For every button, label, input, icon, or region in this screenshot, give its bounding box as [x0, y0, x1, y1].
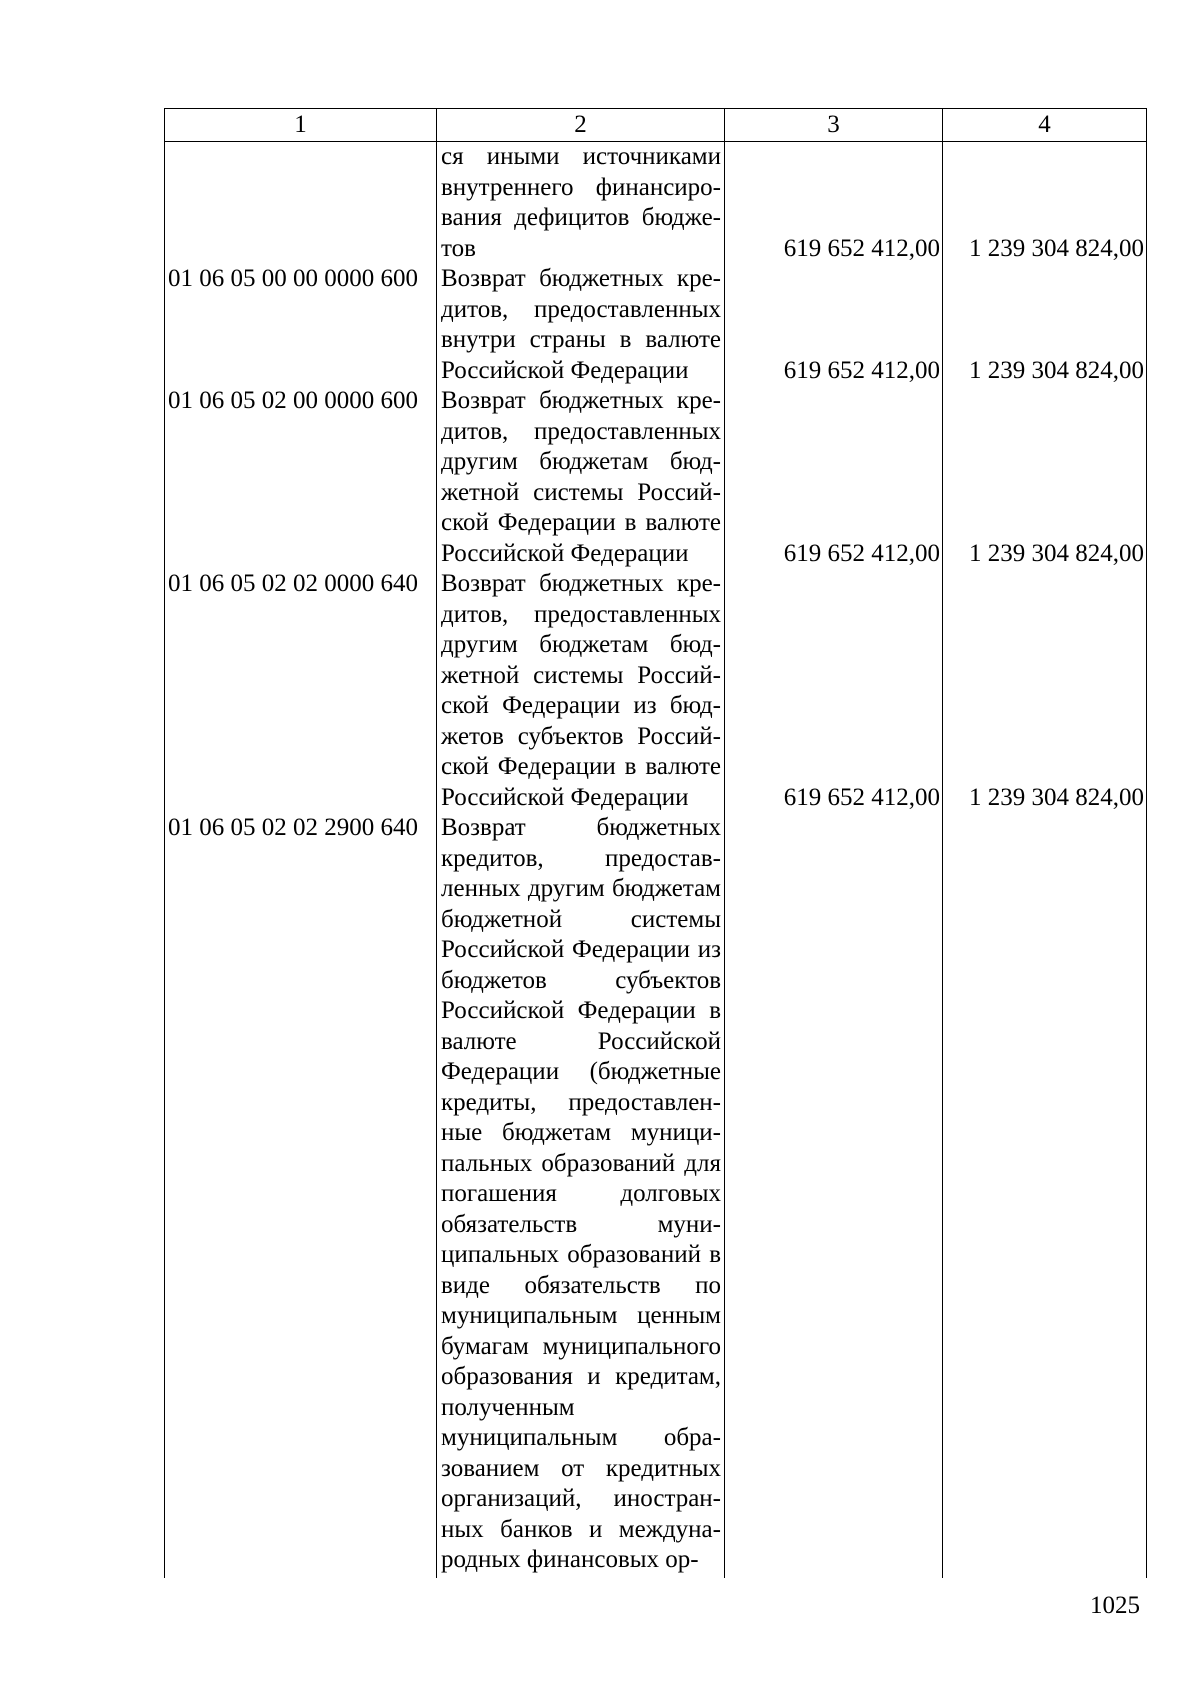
row-value-col4: 1 239 304 824,00	[943, 264, 1147, 386]
row-description: ся иными источниками внутреннего финансирования дефицитов бюджетов	[437, 142, 725, 265]
row-description: Возврат бюджетных кредитов, предоставленных другим бюджетам бюджетной системы Российской Федерации из бюджетов субъектов Российской Федерации в валюте Российской Федерации (бюджетные кредиты, предоставленные бюджетам муниципальных образований для погашения долговых обязательств муниципальных образований в виде обязательств по муниципальным ценным бумагам муниципального образования и кредитам, полученным муниципальным образованием от кредитных организаций, иностранных банков и международных финансовых ор-	[437, 813, 725, 1576]
page-number: 1025	[1090, 1592, 1140, 1619]
column-header-3: 3	[725, 109, 943, 142]
row-value-col3: 619 652 412,00	[725, 386, 943, 569]
row-value-col3: 619 652 412,00	[725, 264, 943, 386]
table-row	[165, 142, 1147, 265]
table-row	[165, 386, 1147, 569]
row-value-col4	[943, 813, 1147, 1576]
budget-sources-table	[164, 108, 1147, 1578]
row-code	[165, 142, 437, 265]
table-row	[165, 264, 1147, 386]
row-description: Возврат бюджетных кредитов, предоставленных другим бюджетам бюджетной системы Российской Федерации из бюджетов субъектов Российской Федерации в валюте Российской Федерации	[437, 569, 725, 813]
row-value-col3	[725, 813, 943, 1576]
table-row	[165, 813, 1147, 1576]
row-code: 01 06 05 02 02 2900 640	[165, 813, 437, 1576]
row-description: Возврат бюджетных кредитов, предоставленных внутри страны в валюте Российской Федерации	[437, 264, 725, 386]
column-header-2: 2	[437, 109, 725, 142]
row-code: 01 06 05 02 00 0000 600	[165, 386, 437, 569]
row-value-col3: 619 652 412,00	[725, 569, 943, 813]
column-header-1: 1	[165, 109, 437, 142]
column-header-4: 4	[943, 109, 1147, 142]
row-value-col4: 1 239 304 824,00	[943, 569, 1147, 813]
table-continuation-gap	[165, 1576, 1147, 1578]
table-header-row	[165, 109, 1147, 142]
row-description: Возврат бюджетных кредитов, предоставленных другим бюджетам бюджетной системы Российской Федерации в валюте Российской Федерации	[437, 386, 725, 569]
row-code: 01 06 05 02 02 0000 640	[165, 569, 437, 813]
row-code: 01 06 05 00 00 0000 600	[165, 264, 437, 386]
row-value-col4: 1 239 304 824,00	[943, 142, 1147, 265]
row-value-col4: 1 239 304 824,00	[943, 386, 1147, 569]
row-value-col3: 619 652 412,00	[725, 142, 943, 265]
table-row	[165, 569, 1147, 813]
